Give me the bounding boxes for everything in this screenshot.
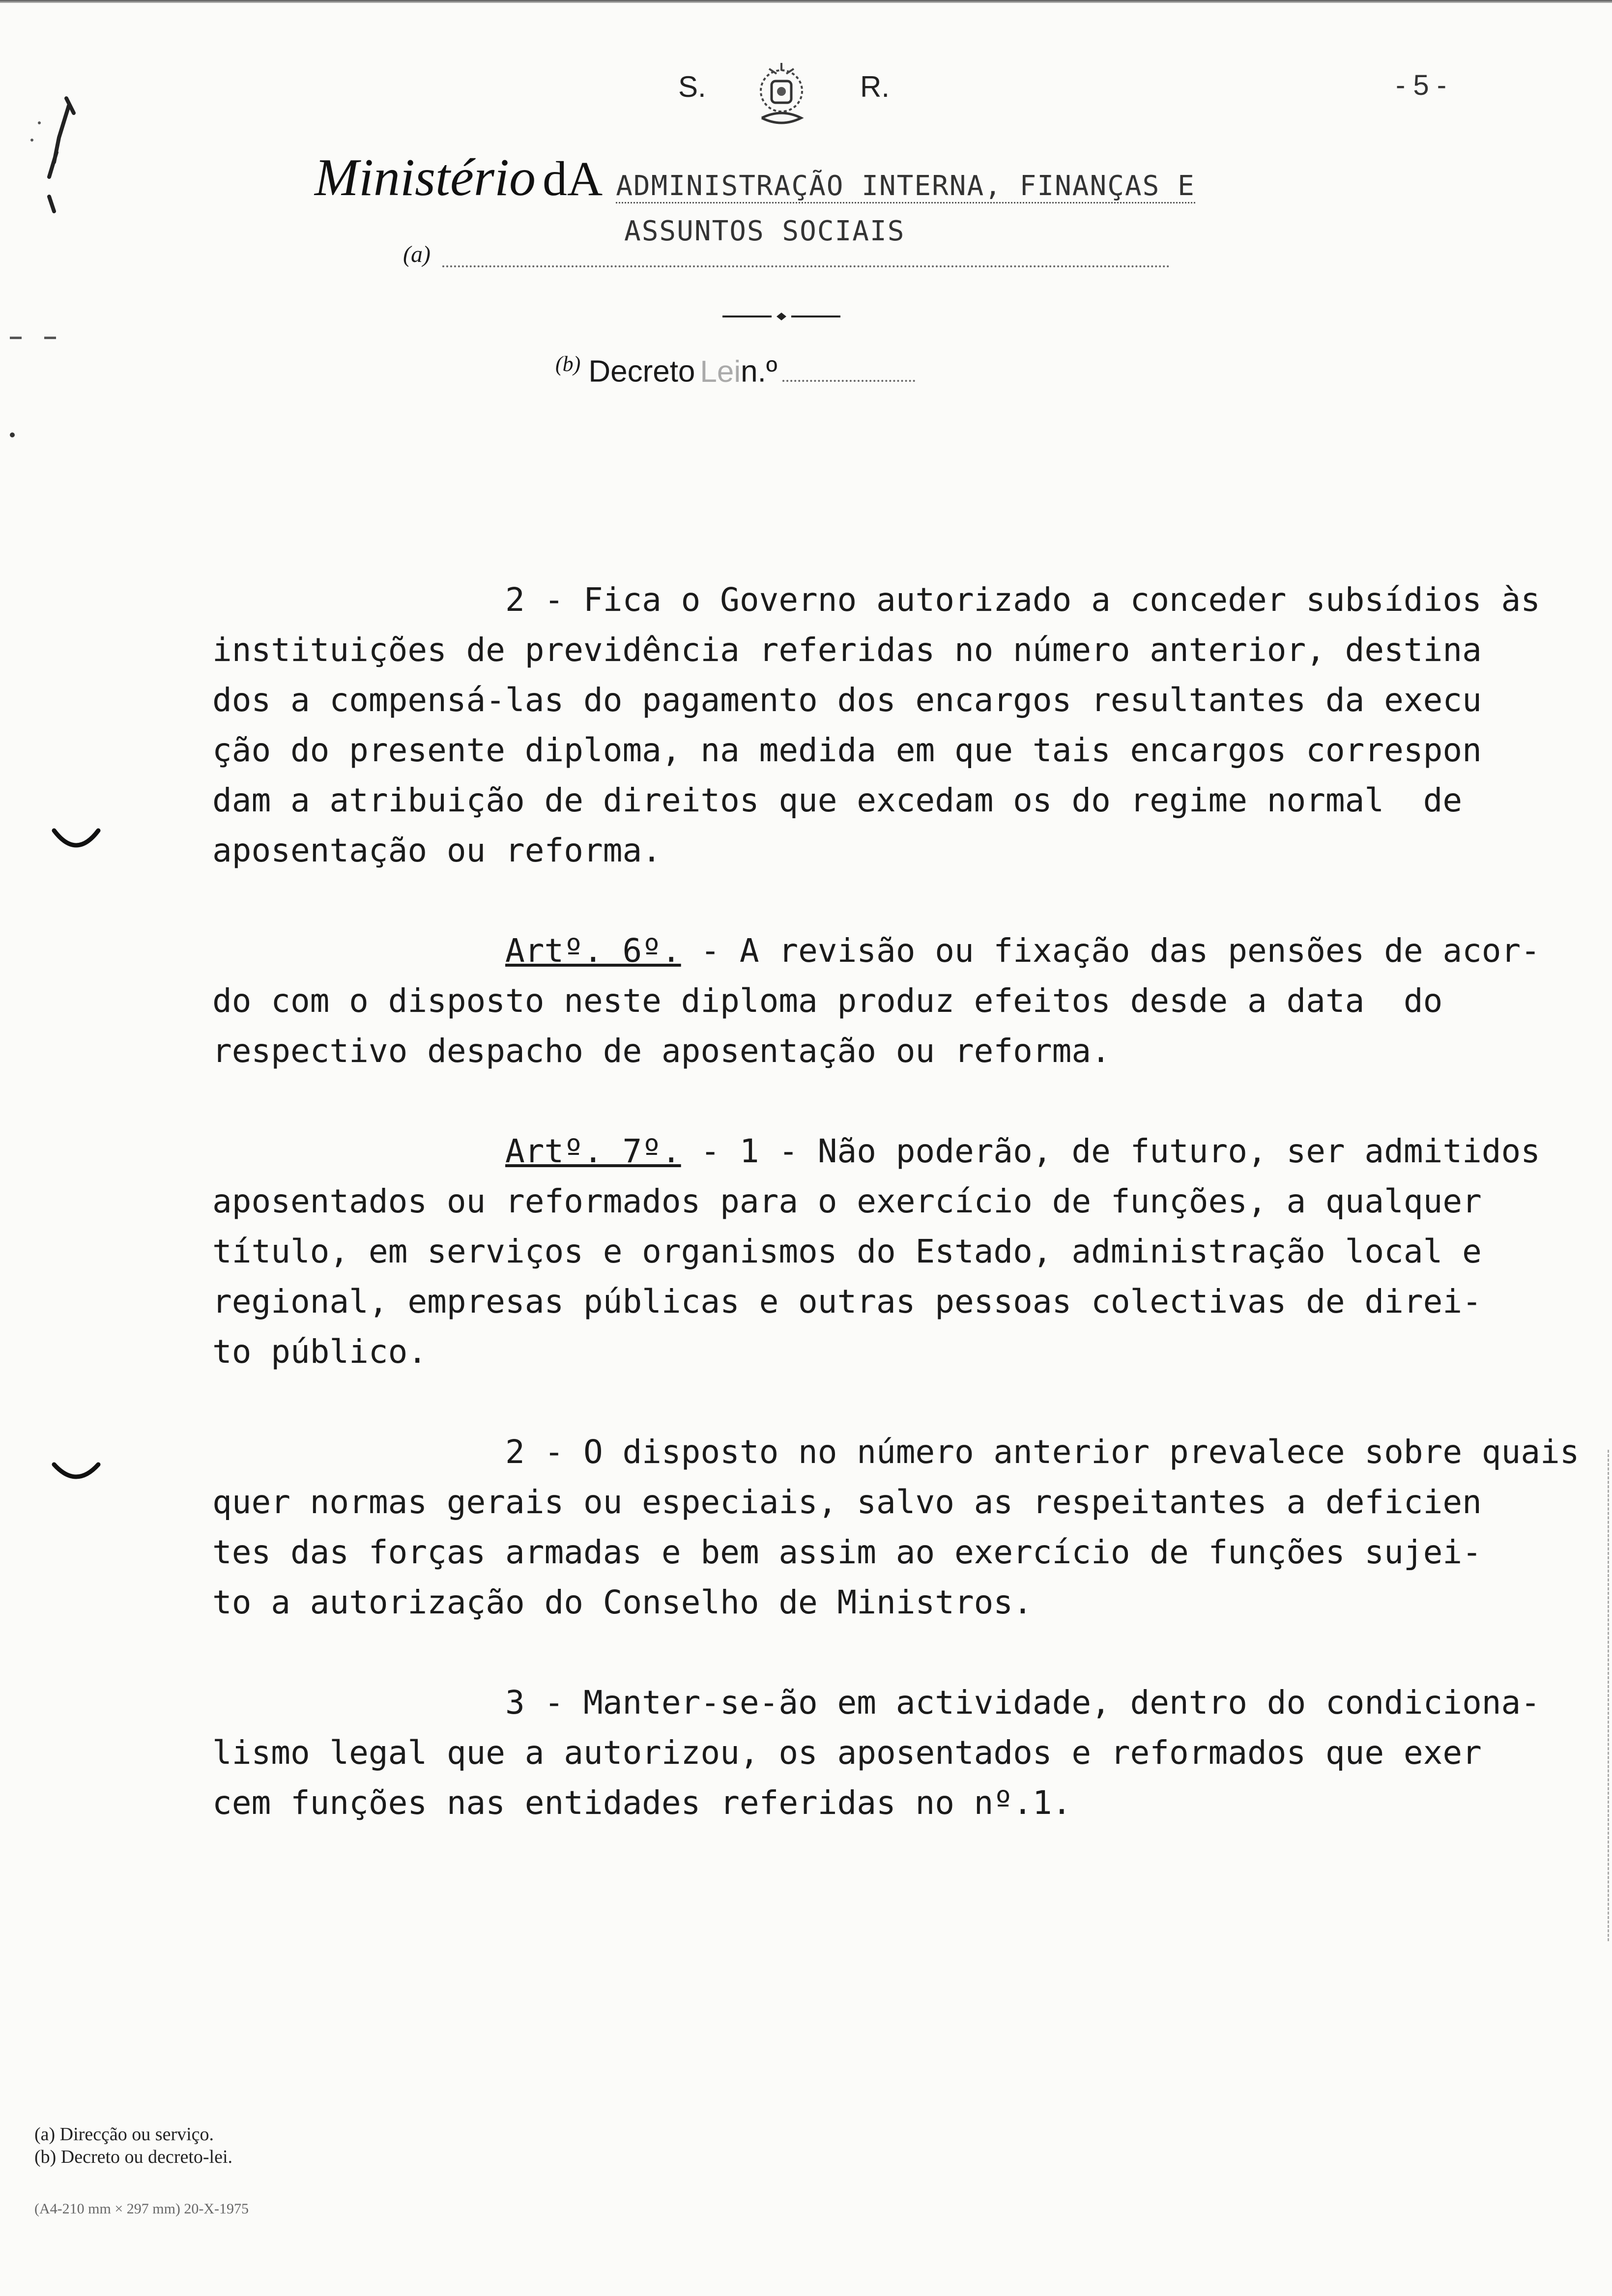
footnote-a: (a) Direcção ou serviço.	[34, 2124, 214, 2145]
ministry-title	[315, 147, 1195, 208]
text-line: 3 - Manter-se-ão em actividade, dentro do condiciona-	[212, 1684, 1541, 1722]
text-line: 2 - Fica o Governo autorizado a conceder subsídios às	[212, 581, 1541, 619]
text-line: cem funções nas entidades referidas no nº.1.	[212, 1784, 1072, 1822]
text-line: lismo legal que a autorizou, os aposentados e reformados que exer	[212, 1734, 1482, 1772]
hole-punch-mark	[49, 1455, 103, 1494]
margin-dot-mark	[10, 432, 15, 437]
republic-header	[678, 59, 953, 133]
paragraph-article-6	[212, 926, 1539, 1076]
decree-line	[555, 351, 915, 389]
page-right-edge-perforation	[1606, 1450, 1609, 1941]
text-line: do com o disposto neste diploma produz efeitos desde a data do	[212, 982, 1443, 1020]
text-line: to público.	[212, 1333, 428, 1371]
text-line: dos a compensá-las do pagamento dos encargos resultantes da execu	[212, 681, 1482, 719]
article-6-heading: Artº. 6º.	[505, 932, 681, 970]
coat-of-arms-icon	[742, 59, 821, 133]
text-line: - 1 - Não poderão, de futuro, ser admitidos	[681, 1132, 1541, 1170]
page-number: - 5 -	[1396, 69, 1447, 101]
text-line: - A revisão ou fixação das pensões de acor-	[681, 932, 1541, 970]
decree-number-dots	[782, 380, 915, 382]
text-line: tes das forças armadas e bem assim ao exercício de funções sujei-	[212, 1533, 1482, 1571]
hole-punch-mark	[49, 816, 103, 860]
text-line: respectivo despacho de aposentação ou reforma.	[212, 1032, 1111, 1070]
document-body	[212, 575, 1580, 1878]
header-r: R.	[860, 70, 890, 103]
text-line: 2 - O disposto no número anterior prevalece sobre quais	[212, 1433, 1580, 1471]
paragraph-subsidies	[212, 575, 1539, 876]
text-line: ção do presente diploma, na medida em que tais encargos correspon	[212, 731, 1482, 769]
margin-dash-mark	[44, 337, 56, 339]
text-line: dam a atribuição de direitos que excedam os do regime normal de	[212, 781, 1463, 819]
footnote-b: (b) Decreto ou decreto-lei.	[34, 2147, 233, 2167]
ministry-name-line2: ASSUNTOS SOCIAIS	[624, 215, 905, 247]
marker-b: (b)	[555, 352, 581, 376]
paragraph-article-7-item-2	[212, 1427, 1580, 1628]
ministry-name-line1: ADMINISTRAÇÃO INTERNA, FINANÇAS E	[616, 170, 1195, 203]
decree-lei: Lei	[700, 354, 741, 389]
ministry-prefix: dA	[542, 151, 603, 206]
ministry-service-line	[403, 211, 1170, 280]
marker-a: (a)	[403, 241, 431, 267]
margin-dash-mark	[10, 337, 22, 339]
text-line: título, em serviços e organismos do Estado, administração local e	[212, 1233, 1482, 1270]
paragraph-article-7-item-3	[212, 1678, 1539, 1828]
text-line: quer normas gerais ou especiais, salvo as respeitantes a deficien	[212, 1483, 1482, 1521]
form-reference: (A4-210 mm × 297 mm) 20-X-1975	[34, 2201, 249, 2217]
ministry-label: Ministério	[315, 148, 536, 207]
header-s: S.	[678, 70, 706, 103]
paragraph-article-7	[212, 1126, 1539, 1377]
text-line: aposentação ou reforma.	[212, 832, 662, 869]
footnotes	[34, 2123, 249, 2220]
decree-number-label: n.º	[741, 354, 777, 389]
text-line: aposentados ou reformados para o exercício de funções, a qualquer	[212, 1182, 1482, 1220]
article-7-heading: Artº. 7º.	[505, 1132, 681, 1170]
decree-label: Decreto	[588, 354, 695, 389]
ornament-divider	[718, 312, 845, 321]
dotted-fill-line	[442, 265, 1170, 267]
text-line: regional, empresas públicas e outras pessoas colectivas de direi-	[212, 1283, 1482, 1320]
page-top-edge	[0, 0, 1612, 3]
text-line: instituições de previdência referidas no número anterior, destina	[212, 631, 1482, 669]
margin-scribble-mark	[20, 93, 84, 221]
text-line: to a autorização do Conselho de Ministros.	[212, 1583, 1033, 1621]
